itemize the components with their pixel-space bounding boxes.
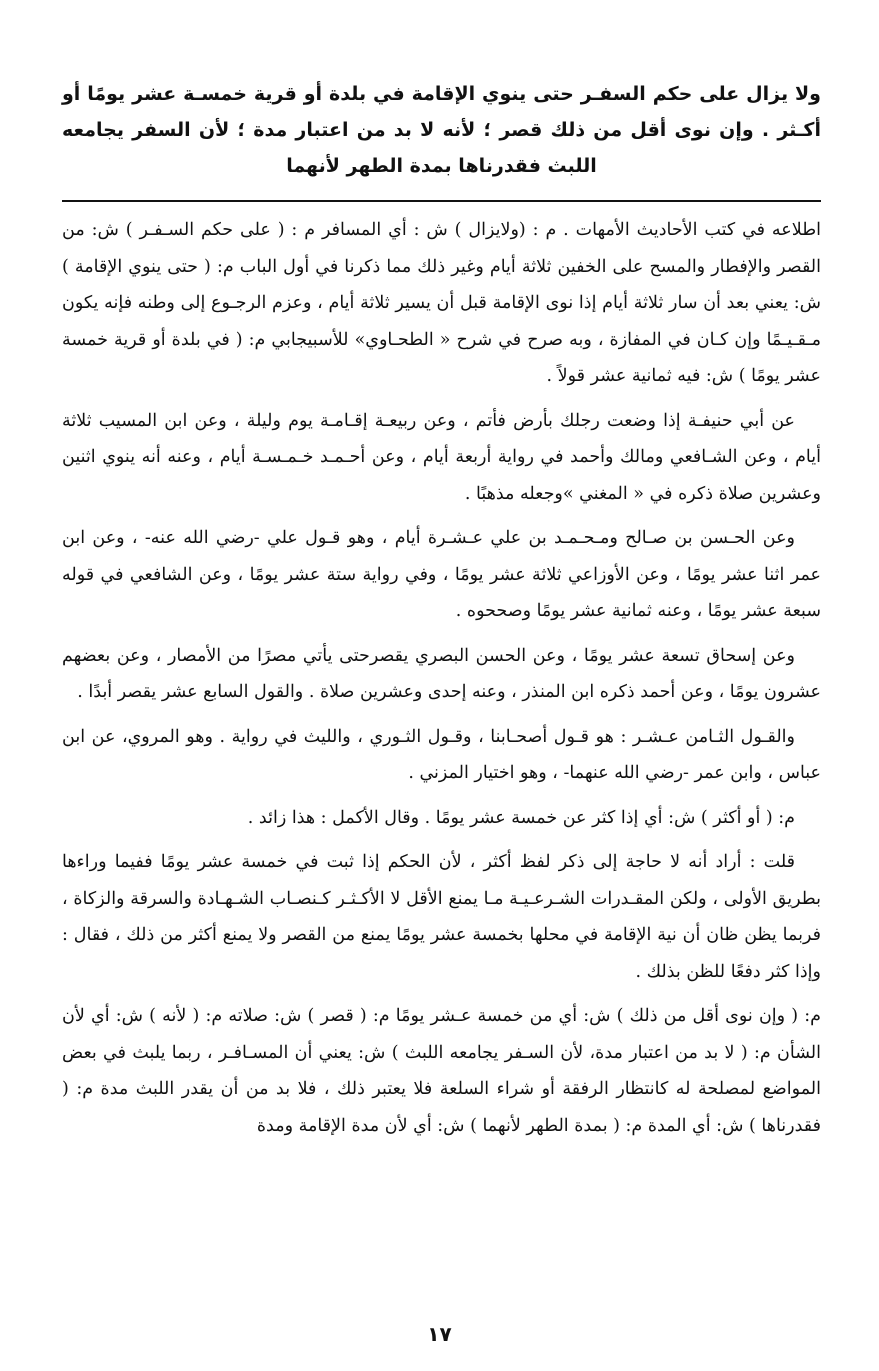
sharh-paragraph: وعن الحـسن بن صـالح ومـحـمـد بن علي عـشـرة أيام ، وهو قـول علي -رضي الله عنه- ، وعن ابن عمر اثنا عشر يومًا ، وعن الأوزاعي ثلاثة عشر يومًا ، وفي رواية ستة عشر يومًا ، وعن الشافعي في قوله سبعة عشر يومًا ، وعنه ثمانية عشر يومًا وصححوه . xyxy=(62,528,821,621)
sharh-paragraph: والقـول الثـامن عـشـر : هو قـول أصحـابنا ، وقـول الثـوري ، والليث في رواية . وهو المروي، عن ابن عباس ، وابن عمر -رضي الله عنهما- ، وهو اختيار المزني . xyxy=(62,726,821,783)
sharh-paragraph: قلت : أراد أنه لا حاجة إلى ذكر لفظ أكثر ، لأن الحكم إذا ثبت في خمسة عشر يومًا ففيما وراءها بطريق الأولى ، ولكن المقـدرات الشـرعـيـة مـا يمنع الأقل لا الأكـثـر كـنصـاب الشـهـادة والسرقة والزكاة ، فربما يظن ظان أن نية الإقامة في محلها بخمسة عشر يومًا يمنع من القصر ولا يمنع أكثر من ذلك ، فقال : وإذا كثر دفعًا للظن بذلك . xyxy=(62,852,821,982)
sharh-commentary xyxy=(62,212,821,1144)
sharh-paragraph: م: ( أو أكثر ) ش: أي إذا كثر عن خمسة عشر يومًا . وقال الأكمل : هذا زائد . xyxy=(247,807,795,828)
sharh-paragraph: م: ( وإن نوى أقل من ذلك ) ش: أي من خمسة عـشر يومًا م: ( قصر ) ش: صلاته م: ( لأنه ) ش: أي لأن الشأن م: ( لا بد من اعتبار مدة، لأن السـفر يجامعه اللبث ) ش: يعني أن المسـافـر ، ربما يلبث في بعض المواضع لمصلحة له كانتظار الرفقة أو شراء السلعة فلا يعتبر ذلك ، فلا بد من أن يقدر اللبث مدة م: ( فقدرناها ) ش: أي المدة م: ( بمدة الطهر لأنهما ) ش: أي لأن مدة الإقامة ومدة xyxy=(62,1006,822,1136)
matn-text: ولا يزال على حكم السفـر حتى ينوي الإقامة في بلدة أو قرية خمسـة عشر يومًا أو أكـثر . وإن نوى أقل من ذلك قصر ؛ لأنه لا بد من اعتبار مدة ؛ لأن السفر يجامعه اللبث فقدرناها بمدة الطهر لأنهما xyxy=(62,83,821,177)
sharh-paragraph: وعن إسحاق تسعة عشر يومًا ، وعن الحسن البصري يقصرحتى يأتي مصرًا من الأمصار ، وعن بعضهم عشرون يومًا ، وعن أحمد ذكره ابن المنذر ، وعنه إحدى وعشرين صلاة . والقول السابع عشر يقصر أبدًا . xyxy=(62,645,821,702)
sharh-paragraph: اطلاعه في كتب الأحاديث الأمهات . م : (ولايزال ) ش : أي المسافر م : ( على حكم السـفـر ) ش: من القصر والإفطار والمسح على الخفين ثلاثة أيام وغير ذلك مما ذكرنا في أول الباب م: ( حتى ينوي الإقامة ) ش: يعني بعد أن سار ثلاثة أيام إذا نوى الإقامة قبل أن يسير ثلاثة أيام ، وعزم الرجـوع إلى وطنه فإنه يكون مـقـيـمًا وإن كـان في المفازة ، وبه صرح في شرح « الطحـاوي» للأسبيجابي م: ( في بلدة أو قرية خمسة عشر يومًا ) ش: فيه ثمانية عشر قولاً . xyxy=(62,220,821,386)
page-number: ١٧ xyxy=(427,1322,452,1346)
sharh-paragraph: عن أبي حنيفـة إذا وضعت رجلك بأرض فأتم ، وعن ربيعـة إقـامـة يوم وليلة ، وعن ابن المسيب ثلاثة أيام ، وعن الشـافعي ومالك وأحمد في رواية أربعة أيام ، وعن أحـمـد خـمـسـة أيام ، وعنه أنه ينوي اثنين وعشرين صلاة ذكره في « المغني »وجعله مذهبًا . xyxy=(62,410,821,504)
matn-divider xyxy=(62,200,821,202)
